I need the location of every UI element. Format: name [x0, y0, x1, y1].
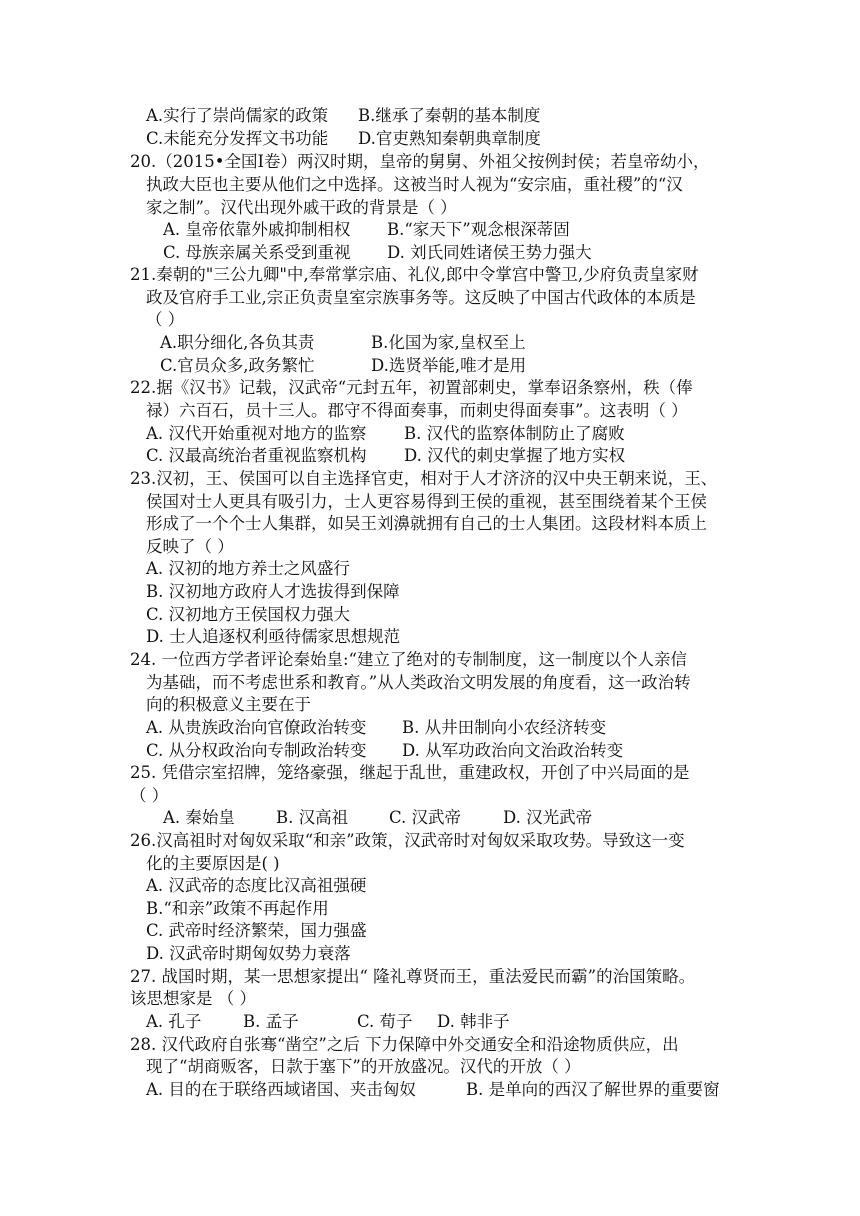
q27-stem-line1: 27. 战国时期，某一思想家提出“ 隆礼尊贤而王，重法爱民而霸”的治国策略。 [130, 967, 696, 986]
q28-option-b: B. 是单向的西汉了解世界的重要窗 [466, 1080, 720, 1099]
q22-option-a: A. 汉代开始重视对地方的监察 [146, 424, 367, 443]
q23-stem-line4: 反映了（ ） [146, 537, 234, 556]
q24-option-b: B. 从井田制向小农经济转变 [402, 718, 607, 737]
q28-stem-line2: 现了“胡商贩客，日款于塞下”的开放盛况。汉代的开放（ ） [146, 1057, 581, 1076]
q23-stem-line2: 侯国对士人更具有吸引力，士人更容易得到王侯的重视，甚至围绕着某个王侯 [146, 492, 707, 511]
option-d-prev: D.官吏熟知秦朝典章制度 [358, 129, 541, 148]
q20-stem-line2: 执政大臣也主要从他们之中选择。这被当时人视为“安宗庙，重社稷”的“汉 [146, 175, 683, 194]
q26-option-b: B.“和亲”政策不再起作用 [146, 899, 329, 918]
q20-option-a: A. 皇帝依靠外戚抑制相权 [163, 220, 351, 239]
q26-option-d: D. 汉武帝时期匈奴势力衰落 [146, 944, 351, 963]
q25-stem-line1: 25. 凭借宗室招牌，笼络豪强，继起于乱世，重建政权，开创了中兴局面的是 [130, 763, 690, 782]
q23-option-d: D. 士人追逐权利亟待儒家思想规范 [146, 627, 401, 646]
q21-option-b: B.化国为家,皇权至上 [371, 333, 526, 352]
q24-option-d: D. 从军功政治向文治政治转变 [402, 741, 624, 760]
q21-option-a: A.职分细化,各负其责 [160, 333, 315, 352]
q23-stem-line1: 23.汉初，王、侯国可以自主选择官吏，相对于人才济济的汉中央王朝来说，王、 [130, 469, 718, 488]
q22-option-c: C. 汉最高统治者重视监察机构 [146, 446, 367, 465]
q26-option-c: C. 武帝时经济繁荣，国力强盛 [146, 921, 367, 940]
q21-stem-line3: （ ） [146, 310, 185, 329]
q24-stem-line2: 为基础，而不考虑世系和教育。”从人类政治文明发展的角度看，这一政治转 [146, 673, 691, 692]
q22-stem-line2: 禄）六百石，员十三人。郡守不得面奏事，而刺史得面奏事”。这表明（ ） [146, 401, 688, 420]
q25-stem-line2: （ ） [130, 786, 169, 805]
q27-option-b: B. 孟子 [243, 1012, 299, 1031]
q25-option-d: D. 汉光武帝 [503, 808, 593, 827]
q27-option-c: C. 荀子 [357, 1012, 413, 1031]
q20-option-c: C. 母族亲属关系受到重视 [163, 243, 351, 262]
q21-option-d: D.选贤举能,唯才是用 [371, 356, 527, 375]
q20-option-b: B.“家天下”观念根深蒂固 [387, 220, 570, 239]
option-c-prev: C.未能充分发挥文书功能 [146, 129, 329, 148]
q20-stem-line1: 20.（2015•全国Ⅰ卷）两汉时期，皇帝的舅舅、外祖父按例封侯；若皇帝幼小， [130, 152, 710, 171]
q26-option-a: A. 汉武帝的态度比汉高祖强硬 [146, 876, 367, 895]
q26-stem-line2: 化的主要原因是( ) [146, 854, 280, 873]
q21-stem-line2: 政及官府手工业,宗正负责皇室宗族事务等。这反映了中国古代政体的本质是 [146, 288, 696, 307]
q21-option-c: C.官员众多,政务繁忙 [160, 356, 315, 375]
q23-option-b: B. 汉初地方政府人才选拔得到保障 [146, 582, 400, 601]
q22-stem-line1: 22.据《汉书》记载，汉武帝“元封五年，初置部刺史，掌奉诏条察州，秩（俸 [130, 378, 693, 397]
option-a-prev: A.实行了崇尚儒家的政策 [146, 106, 329, 125]
q22-option-d: D. 汉代的刺史掌握了地方实权 [404, 446, 626, 465]
q26-stem-line1: 26.汉高祖时对匈奴采取“和亲”政策，汉武帝时对匈奴采取攻势。导致这一变 [130, 831, 685, 850]
q28-option-a: A. 目的在于联络西域诸国、夹击匈奴 [146, 1080, 416, 1099]
q25-option-a: A. 秦始皇 [163, 808, 235, 827]
q23-stem-line3: 形成了一个个士人集群，如吴王刘濞就拥有自己的士人集团。这段材料本质上 [146, 514, 707, 533]
q20-stem-line3: 家之制”。汉代出现外戚干政的背景是（ ） [146, 198, 457, 217]
q23-option-a: A. 汉初的地方养士之风盛行 [146, 559, 350, 578]
q24-option-c: C. 从分权政治向专制政治转变 [146, 741, 367, 760]
q20-option-d: D. 刘氏同姓诸侯王势力强大 [387, 243, 592, 262]
q24-stem-line1: 24. 一位西方学者评论秦始皇:“建立了绝对的专制制度，这一制度以个人亲信 [130, 650, 687, 669]
q21-stem-line1: 21.秦朝的"三公九卿"中,奉常掌宗庙、礼仪,郎中令掌宫中警卫,少府负责皇家财 [130, 265, 699, 284]
q25-option-c: C. 汉武帝 [389, 808, 462, 827]
q23-option-c: C. 汉初地方王侯国权力强大 [146, 605, 351, 624]
option-b-prev: B.继承了秦朝的基本制度 [358, 106, 541, 125]
q24-option-a: A. 从贵族政治向官僚政治转变 [146, 718, 367, 737]
q28-stem-line1: 28. 汉代政府自张骞“凿空”之后 下力保障中外交通安全和沿途物质供应，出 [130, 1035, 679, 1054]
q22-option-b: B. 汉代的监察体制防止了腐败 [404, 424, 625, 443]
q25-option-b: B. 汉高祖 [276, 808, 349, 827]
q27-stem-line2: 该思想家是 （ ） [130, 989, 256, 1008]
q27-option-a: A. 孔子 [146, 1012, 202, 1031]
q24-stem-line3: 向的积极意义主要在于 [146, 695, 311, 714]
q27-option-d: D. 韩非子 [437, 1012, 510, 1031]
